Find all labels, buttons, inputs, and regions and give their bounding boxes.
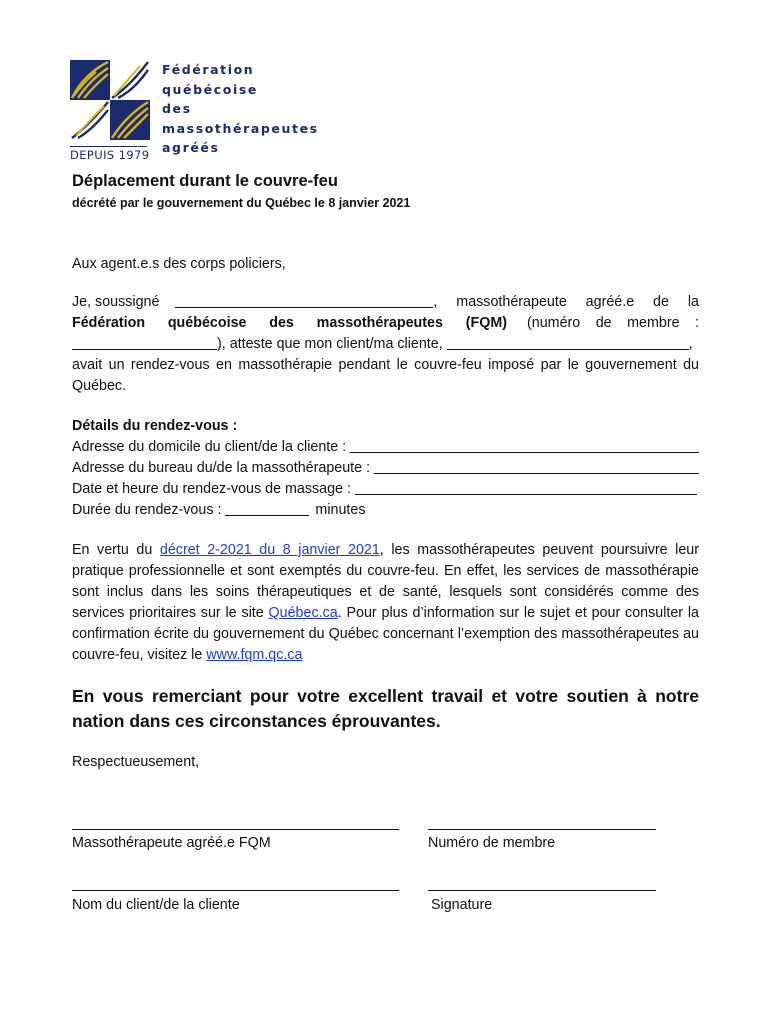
- decree-paragraph: [72, 540, 699, 666]
- datetime-field[interactable]: [355, 479, 697, 495]
- client-address-field[interactable]: [350, 437, 699, 453]
- office-address-label: Adresse du bureau du/de la massothérapeute :: [72, 460, 371, 476]
- attest-text-4: ), atteste que mon client/ma cliente,: [217, 336, 443, 352]
- datetime-row: [72, 479, 699, 500]
- logo-line-3: des massothérapeutes: [162, 101, 319, 136]
- attestation-line-3: [72, 334, 699, 355]
- logo-line-1: Fédération: [162, 62, 255, 77]
- therapist-signature-line[interactable]: [72, 829, 399, 830]
- signature-line[interactable]: [428, 890, 656, 891]
- client-address-label: Adresse du domicile du client/de la cliente :: [72, 439, 347, 455]
- office-address-field[interactable]: [374, 458, 699, 474]
- decree-text-3: . Pour plus d’information sur le sujet et pour consulter la confirmation écrite du gouvernement du Québec concernant l’exemption des massothérapeutes au couvre-feu, visitez le: [72, 605, 700, 663]
- attestation-line-1: [72, 292, 699, 313]
- appointment-details: [72, 416, 699, 521]
- attest-text-2: , massothérapeute agréé.e de la: [433, 294, 699, 310]
- logo-line-4: agréés: [162, 140, 220, 155]
- decree-link[interactable]: décret 2-2021 du 8 janvier 2021: [159, 542, 380, 558]
- duration-unit: minutes: [315, 502, 366, 518]
- member-number-label: Numéro de membre: [428, 835, 556, 851]
- client-name-field[interactable]: [447, 334, 689, 350]
- logo-since: DEPUIS 1979: [70, 148, 150, 162]
- attest-text-6: avait un rendez-vous en massothérapie pendant le couvre-feu imposé par le gouvernement du Québec.: [72, 357, 699, 394]
- duration-row: [72, 500, 699, 521]
- datetime-label: Date et heure du rendez-vous de massage :: [72, 481, 351, 497]
- federation-name: Fédération québécoise des massothérapeutes (FQM): [72, 315, 507, 331]
- member-number-line[interactable]: [428, 829, 656, 830]
- therapist-name-field[interactable]: [175, 292, 433, 308]
- client-name-label: Nom du client/de la cliente: [72, 897, 240, 913]
- therapist-label: Massothérapeute agréé.e FQM: [72, 835, 271, 851]
- greeting: Aux agent.e.s des corps policiers,: [72, 256, 286, 272]
- attest-text-5: ,: [688, 336, 693, 352]
- fqm-logo-text: [162, 60, 330, 158]
- office-address-row: [72, 458, 699, 479]
- closing-statement: En vous remerciant pour votre excellent travail et votre soutien à notre nation dans ces circonstances éprouvantes.: [72, 686, 699, 731]
- fqm-website-link[interactable]: www.fqm.qc.ca: [206, 647, 303, 663]
- attestation-line-2: [72, 313, 699, 334]
- decree-text-2: , les massothérapeutes peuvent poursuivre leur pratique professionnelle et sont exemptés du couvre-feu. En effet, les services de massothérapie sont inclus dans les soins thérapeutiques et de santé, lesquels sont considérés comme des services prioritaires sur le site: [72, 542, 699, 621]
- member-number-field[interactable]: [72, 334, 217, 350]
- signature-label: Signature: [431, 897, 493, 913]
- quebec-ca-link[interactable]: Québec.ca: [268, 605, 338, 621]
- regards: Respectueusement,: [72, 754, 200, 770]
- duration-label: Durée du rendez-vous :: [72, 502, 222, 518]
- attest-text-3: (numéro de membre :: [527, 315, 699, 331]
- duration-field[interactable]: [225, 500, 309, 516]
- document-subtitle: décrété par le gouvernement du Québec le 8 janvier 2021: [72, 196, 411, 210]
- attestation-paragraph: [72, 292, 699, 397]
- fqm-logo-mark-icon: [70, 60, 150, 140]
- attest-text-1: Je, soussigné: [72, 294, 160, 310]
- document-title: Déplacement durant le couvre-feu: [72, 172, 338, 190]
- logo-line-2: québécoise: [162, 81, 258, 97]
- details-heading: Détails du rendez-vous :: [72, 418, 238, 434]
- fqm-logo: [70, 60, 330, 164]
- client-name-line[interactable]: [72, 890, 399, 891]
- decree-text-1: En vertu du: [72, 542, 153, 558]
- client-address-row: [72, 437, 699, 458]
